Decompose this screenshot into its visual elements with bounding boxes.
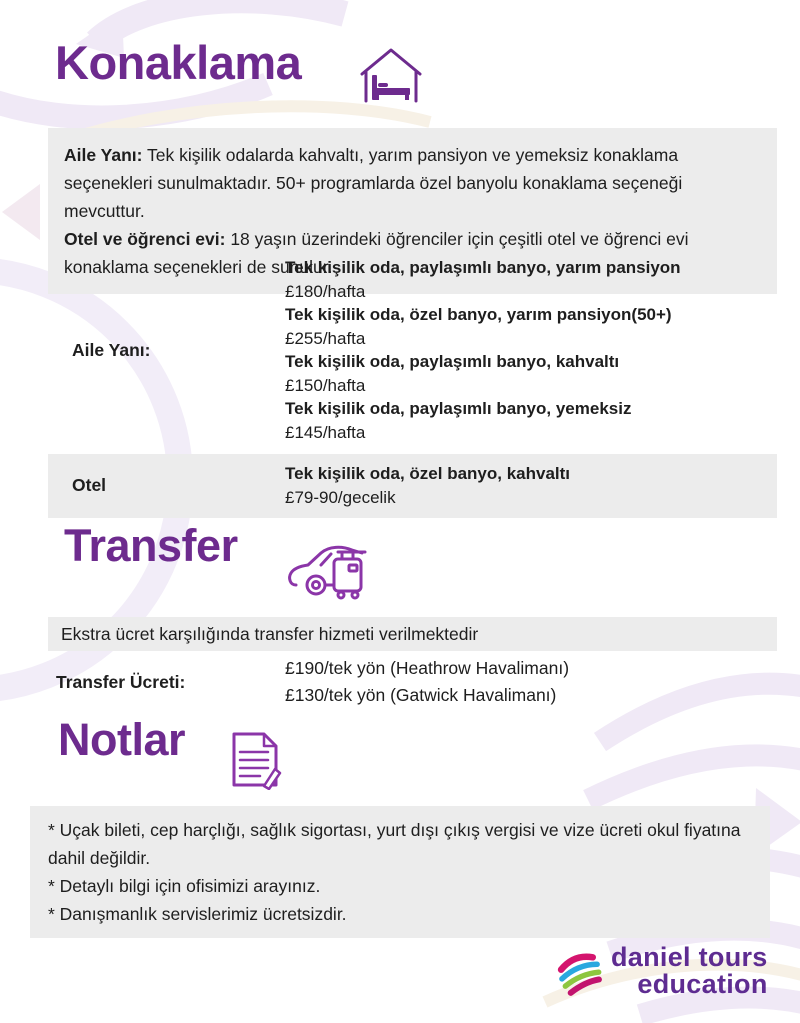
house-bed-icon [358, 44, 424, 104]
brand-line-2: education [637, 969, 768, 999]
note-item: * Danışmanlık servislerimiz ücretsizdir. [48, 904, 347, 924]
table-row-aile-yani [48, 252, 777, 452]
transfer-price-heathrow: £190/tek yön (Heathrow Havalimanı) [285, 658, 570, 678]
option-price: £255/hafta [285, 328, 366, 348]
swirl-right-2 [588, 755, 800, 800]
transfer-banner: Ekstra ücret karşılığında transfer hizmeti verilmektedir [48, 617, 777, 651]
left-arrow [2, 184, 40, 240]
option-price: £145/hafta [285, 422, 366, 442]
row-label: Aile Yanı: [72, 339, 151, 360]
option-name: Tek kişilik oda, paylaşımlı banyo, yarım pansiyon [285, 258, 681, 277]
row-items [285, 256, 777, 444]
section-title-konaklama: Konaklama [55, 36, 302, 89]
option-price: £150/hafta [285, 375, 366, 395]
option-name: Tek kişilik oda, paylaşımlı banyo, yemeksiz [285, 399, 632, 418]
info-line-2-text: 18 yaşın üzerindeki öğrenciler için çeşitli otel ve öğrenci evi konaklama seçenekleri de sunulur. [64, 229, 689, 277]
swirl-right-5 [640, 998, 800, 1023]
option-name: Tek kişilik oda, paylaşımlı banyo, kahvaltı [285, 352, 620, 371]
note-item: * Uçak bileti, cep harçlığı, sağlık sigortası, yurt dışı çıkış vergisi ve vize ücreti okul fiyatına dahil değildir. [48, 820, 741, 868]
option-price: £79-90/gecelik [285, 487, 396, 507]
brand-line-1: daniel tours [611, 942, 768, 972]
option-price: £180/hafta [285, 281, 366, 301]
section-title-transfer: Transfer [64, 520, 238, 571]
car-luggage-icon [286, 538, 368, 600]
option-name: Tek kişilik oda, özel banyo, yarım pansiyon(50+) [285, 305, 672, 324]
table-row-otel [48, 454, 777, 518]
info-line-1-text: Tek kişilik odalarda kahvaltı, yarım pansiyon ve yemeksiz konaklama seçenekleri sunulmaktadır. 50+ programlarda özel banyolu konaklama seçeneği mevcuttur. [64, 145, 683, 221]
info-line-1 [64, 141, 761, 225]
accommodation-table [48, 252, 777, 518]
transfer-price-row [48, 655, 777, 709]
brand-wordmark [611, 944, 768, 998]
note-pencil-icon [228, 730, 282, 790]
brand-logo [556, 944, 768, 998]
transfer-price-gatwick: £130/tek yön (Gatwick Havalimanı) [285, 685, 557, 705]
note-item: * Detaylı bilgi için ofisimizi arayınız. [48, 876, 321, 896]
row-label: Otel [72, 475, 107, 495]
transfer-prices [285, 655, 777, 709]
row-items [285, 462, 777, 509]
option-name: Tek kişilik oda, özel banyo, kahvaltı [285, 464, 571, 483]
transfer-price-label: Transfer Ücreti: [56, 671, 186, 692]
notes-box [30, 806, 770, 938]
globe-logo-icon [556, 949, 604, 997]
section-title-notlar: Notlar [58, 714, 186, 765]
info-line-1-label: Aile Yanı: [64, 145, 143, 165]
info-line-2-label: Otel ve öğrenci evi: [64, 229, 226, 249]
